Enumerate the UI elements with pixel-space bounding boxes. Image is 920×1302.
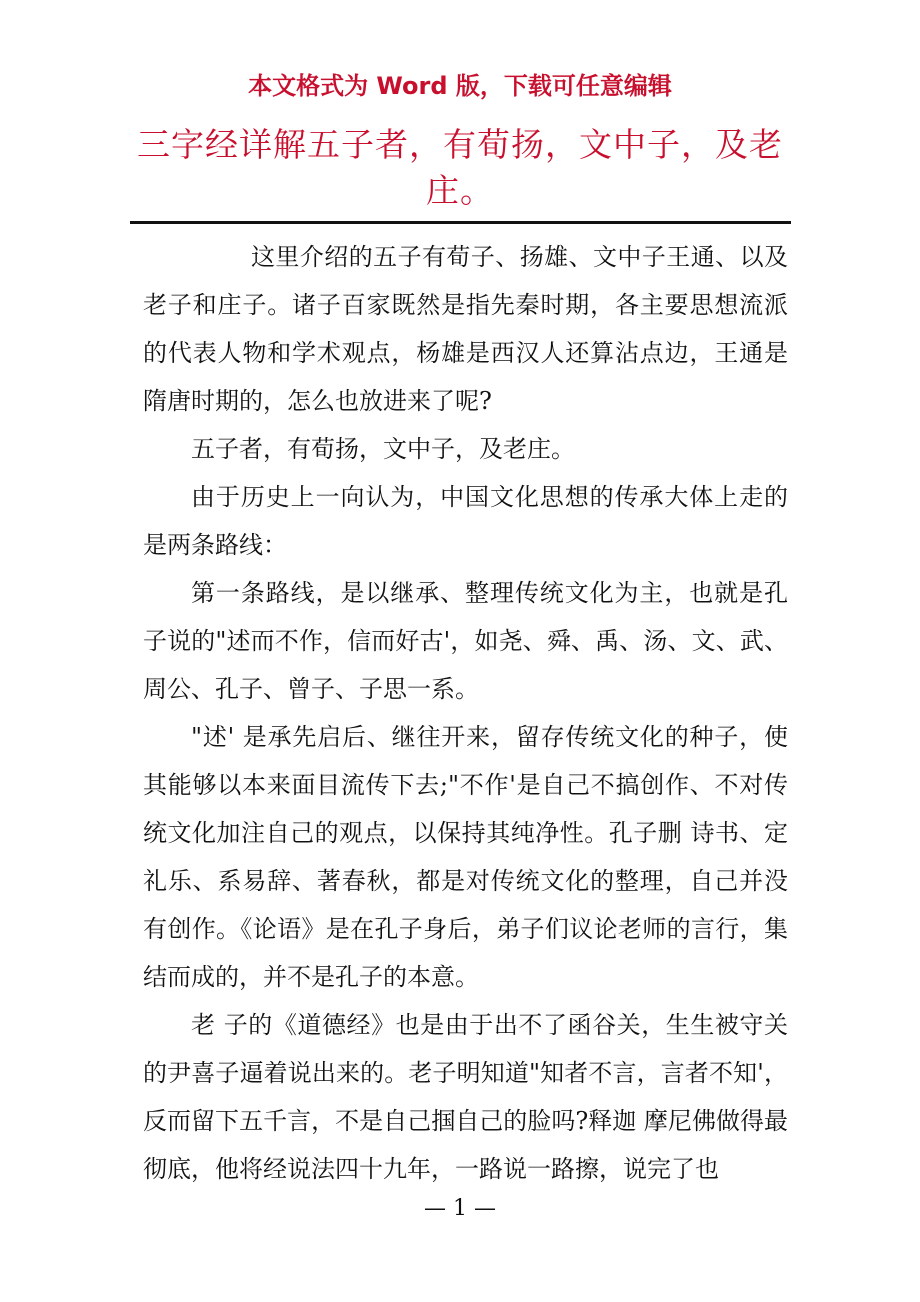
page-title: 三字经详解五子者，有荀扬，文中子，及老庄。 [137,125,783,210]
paragraph: 第一条路线，是以继承、整理传统文化为主，也就是孔子说的"述而不作，信而好古'，如尧、舜、禹、汤、文、武、周公、孔子、曾子、子思一系。 [143,579,788,703]
paragraph: 由于历史上一向认为，中国文化思想的传承大体上走的是两条路线： [143,483,788,559]
paragraph: 五子者，有荀扬，文中子，及老庄。 [191,435,575,463]
paragraph: "述' 是承先启后、继往开来，留存传统文化的种子，使其能够以本来面目流传下去;"不作'是自己不搞创作、不对传统文化加注自己的观点，以保持其纯净性。孔子删 诗书、定礼乐、系易辞、著春秋，都是对传统文化的整理，自己并没有创作。《论语》是在孔子身后，弟子们议论老师的言行，集结而成的，并不是孔子的本意。 [143,723,788,991]
body-text [143,233,788,1193]
paragraph: 这里介绍的五子有荀子、扬雄、文中子王通、以及老子和庄子。诸子百家既然是指先秦时期，各主要思想流派的代表人物和学术观点，杨雄是西汉人还算沾点边，王通是隋唐时期的，怎么也放进来了呢? [143,243,788,415]
page-number: — 1 — [424,1196,496,1221]
title-divider [130,221,791,224]
format-notice: 本文格式为 Word 版，下载可任意编辑 [248,72,672,100]
paragraph: 老 子的《道德经》也是由于出不了函谷关，生生被守关的尹喜子逼着说出来的。老子明知道"知者不言，言者不知'，反而留下五千言，不是自己掴自己的脸吗?释迦 摩尼佛做得最彻底，他将经说法四十九年，一路说一路擦，说完了也 [143,1011,788,1183]
